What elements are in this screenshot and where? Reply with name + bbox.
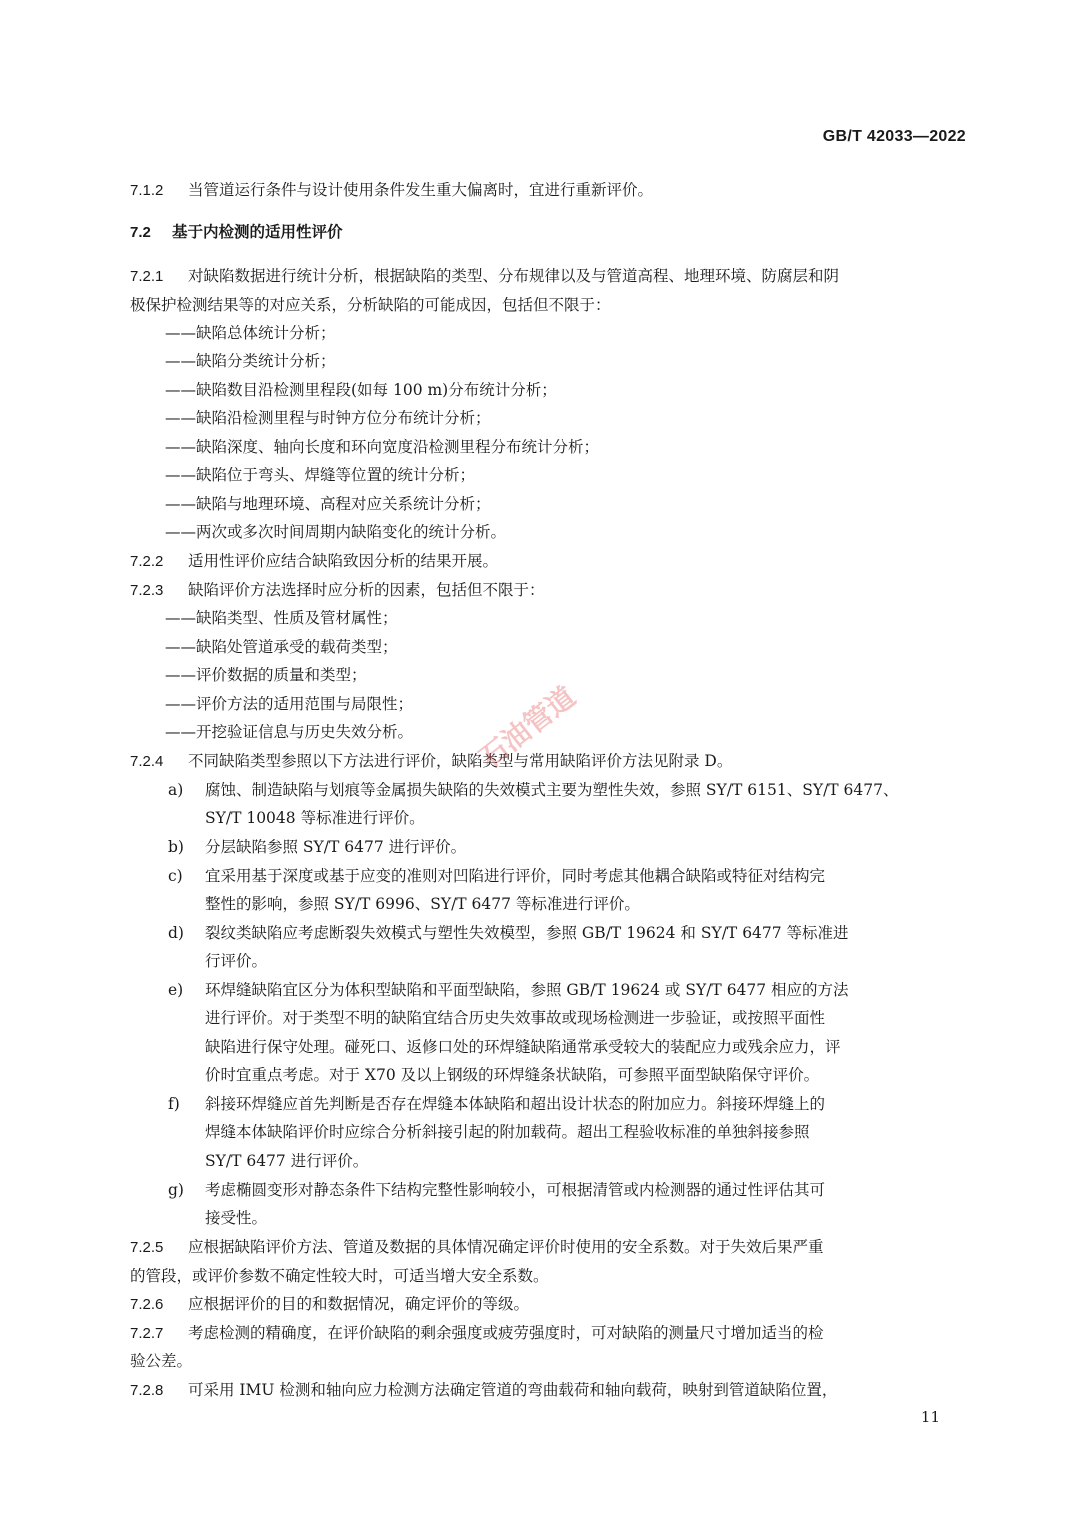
item-letter: d) — [168, 924, 184, 942]
clause-number: 7.2.5 — [130, 1239, 164, 1256]
clause-text-continued: 验公差。 — [130, 1352, 193, 1370]
clause-number: 7.2.2 — [130, 553, 164, 570]
clause-text: 不同缺陷类型参照以下方法进行评价，缺陷类型与常用缺陷评价方法见附录 D。 — [188, 752, 733, 770]
clause-number: 7.2.8 — [130, 1382, 164, 1399]
section-title: 基于内检测的适用性评价 — [172, 224, 343, 241]
watermark: 石油管道 — [473, 679, 582, 775]
clause-7-2-8 — [130, 1380, 968, 1401]
item-text: 斜接环焊缝应首先判断是否存在焊缝本体缺陷和超出设计状态的附加应力。斜接环焊缝上的 — [205, 1095, 826, 1113]
item-text: 整性的影响，参照 SY/T 6996、SY/T 6477 等标准进行评价。 — [205, 895, 640, 913]
clause-text: 当管道运行条件与设计使用条件发生重大偏离时，宜进行重新评价。 — [188, 181, 654, 199]
clause-7-2-2 — [130, 551, 968, 572]
clause-number: 7.2.1 — [130, 268, 164, 285]
clause-number: 7.2.6 — [130, 1296, 164, 1313]
clause-text: 缺陷评价方法选择时应分析的因素，包括但不限于： — [188, 581, 545, 599]
item-text: 考虑椭圆变形对静态条件下结构完整性影响较小，可根据清管或内检测器的通过性评估其可 — [205, 1181, 826, 1199]
item-letter: c) — [168, 867, 183, 885]
item-text: 焊缝本体缺陷评价时应综合分析斜接引起的附加载荷。超出工程验收标准的单独斜接参照 — [205, 1123, 810, 1141]
item-text: 价时宜重点考虑。对于 X70 及以上钢级的环焊缝条状缺陷，可参照平面型缺陷保守评价。 — [205, 1066, 820, 1084]
list-item: ——缺陷深度、轴向长度和环向宽度沿检测里程分布统计分析； — [165, 438, 600, 456]
list-item: ——缺陷数目沿检测里程段(如每 100 m)分布统计分析； — [165, 381, 557, 399]
list-item: ——评价数据的质量和类型； — [165, 666, 367, 684]
clause-text: 对缺陷数据进行统计分析，根据缺陷的类型、分布规律以及与管道高程、地理环境、防腐层和阴 — [188, 267, 840, 285]
section-number: 7.2 — [130, 224, 151, 241]
page-number: 11 — [920, 1408, 940, 1426]
clause-text: 应根据缺陷评价方法、管道及数据的具体情况确定评价时使用的安全系数。对于失效后果严重 — [188, 1238, 824, 1256]
list-item: ——评价方法的适用范围与局限性； — [165, 695, 414, 713]
item-text: 接受性。 — [205, 1209, 268, 1227]
list-item: ——缺陷处管道承受的载荷类型； — [165, 638, 398, 656]
item-text: SY/T 10048 等标准进行评价。 — [205, 809, 425, 827]
clause-text-continued: 极保护检测结果等的对应关系，分析缺陷的可能成因，包括但不限于： — [130, 296, 611, 314]
clause-text: 可采用 IMU 检测和轴向应力检测方法确定管道的弯曲载荷和轴向载荷，映射到管道缺陷位置， — [188, 1381, 838, 1399]
list-item: ——两次或多次时间周期内缺陷变化的统计分析。 — [165, 523, 507, 541]
item-letter: g) — [168, 1181, 184, 1199]
item-text: 分层缺陷参照 SY/T 6477 进行评价。 — [205, 838, 467, 856]
clause-7-2-4 — [130, 751, 968, 772]
clause-7-2-6 — [130, 1294, 968, 1315]
item-letter: b) — [168, 838, 184, 856]
clause-text: 应根据评价的目的和数据情况，确定评价的等级。 — [188, 1295, 530, 1313]
clause-7-2-5 — [130, 1237, 968, 1258]
clause-7-2-3 — [130, 580, 968, 601]
clause-number: 7.2.7 — [130, 1325, 164, 1342]
list-item: ——缺陷类型、性质及管材属性； — [165, 609, 398, 627]
item-text: 行评价。 — [205, 952, 268, 970]
item-text: 裂纹类缺陷应考虑断裂失效模式与塑性失效模型，参照 GB/T 19624 和 SY/T 6477 等标准进 — [205, 924, 849, 942]
clause-7-2-7 — [130, 1323, 968, 1344]
item-text: 环焊缝缺陷宜区分为体积型缺陷和平面型缺陷，参照 GB/T 19624 或 SY/T 6477 相应的方法 — [205, 981, 849, 999]
list-item: ——缺陷总体统计分析； — [165, 324, 336, 342]
clause-7-2-1 — [130, 266, 968, 287]
list-item: ——缺陷与地理环境、高程对应关系统计分析； — [165, 495, 491, 513]
clause-text: 适用性评价应结合缺陷致因分析的结果开展。 — [188, 552, 499, 570]
list-item: ——缺陷分类统计分析； — [165, 352, 336, 370]
item-letter: a) — [168, 781, 184, 799]
clause-number: 7.1.2 — [130, 182, 164, 199]
item-text: 缺陷进行保守处理。碰死口、返修口处的环焊缝缺陷通常承受较大的装配应力或残余应力，评 — [205, 1038, 841, 1056]
item-letter: e) — [168, 981, 184, 999]
list-item: ——缺陷沿检测里程与时钟方位分布统计分析； — [165, 409, 491, 427]
list-item: ——缺陷位于弯头、焊缝等位置的统计分析； — [165, 466, 476, 484]
list-item: ——开挖验证信息与历史失效分析。 — [165, 723, 414, 741]
clause-number: 7.2.3 — [130, 582, 164, 599]
clause-text-continued: 的管段，或评价参数不确定性较大时，可适当增大安全系数。 — [130, 1267, 549, 1285]
item-text: 腐蚀、制造缺陷与划痕等金属损失缺陷的失效模式主要为塑性失效，参照 SY/T 6151、SY/T 6477、 — [205, 781, 899, 799]
item-text: 进行评价。对于类型不明的缺陷宜结合历史失效事故或现场检测进一步验证，或按照平面性 — [205, 1009, 826, 1027]
section-7-2-heading — [130, 223, 968, 243]
clause-7-1-2 — [130, 180, 968, 201]
clause-text: 考虑检测的精确度，在评价缺陷的剩余强度或疲劳强度时，可对缺陷的测量尺寸增加适当的检 — [188, 1324, 824, 1342]
clause-number: 7.2.4 — [130, 753, 164, 770]
item-text: SY/T 6477 进行评价。 — [205, 1152, 369, 1170]
standard-code: GB/T 42033—2022 — [822, 128, 966, 145]
item-letter: f) — [168, 1095, 180, 1113]
item-text: 宜采用基于深度或基于应变的准则对凹陷进行评价，同时考虑其他耦合缺陷或特征对结构完 — [205, 867, 826, 885]
